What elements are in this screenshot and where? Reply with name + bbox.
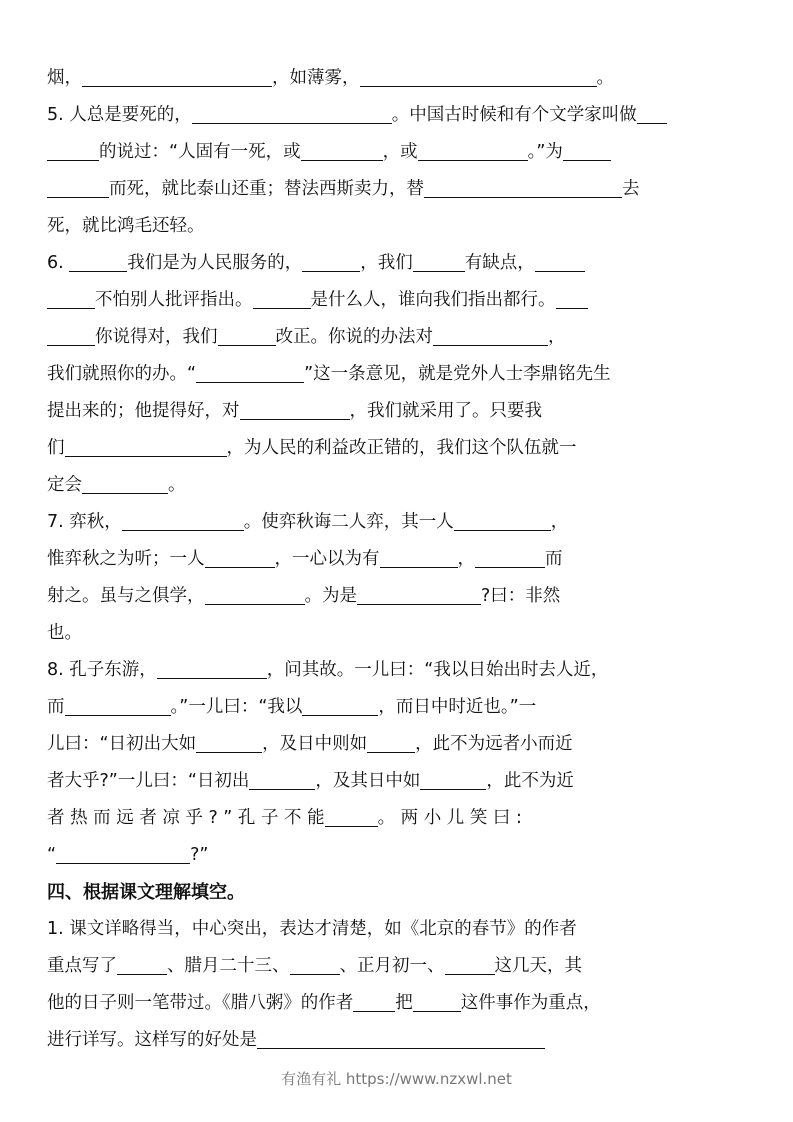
line-text: 。”一儿曰：“我以 [170,697,303,717]
line-text: ，及其日中如 [315,771,421,791]
line-text: 把 [395,993,413,1013]
text-line [47,578,747,615]
fill-in-blank[interactable] [325,804,378,827]
fill-in-blank[interactable] [433,323,548,346]
fill-in-blank[interactable] [47,175,109,198]
text-line [47,726,747,763]
line-text: 是什么人，谁向我们指出都行。 [310,290,556,310]
fill-in-blank[interactable] [454,508,551,531]
line-text: 们 [47,438,65,458]
line-text: ，为人民的利益改正错的，我们这个队伍就一 [226,438,577,458]
line-text: ， [457,549,475,569]
line-text: 。 两 小 儿 笑 曰 : [377,808,522,828]
fill-in-blank[interactable] [302,693,378,716]
fill-in-blank[interactable] [424,175,622,198]
line-text: “ [47,845,57,865]
line-text: 有缺点， [464,253,535,273]
text-line [47,134,747,171]
fill-in-blank[interactable] [117,952,167,975]
line-text: 、腊月二十三、 [167,956,290,976]
line-text: 7. 弈秋， [47,512,122,532]
fill-in-blank[interactable] [420,767,486,790]
line-text: 这几天，其 [494,956,582,976]
line-text: ，或 [382,142,418,162]
fill-in-blank[interactable] [563,138,611,161]
text-line [47,985,747,1022]
line-text: 重点写了 [47,956,117,976]
line-text: 的说过：“人固有一死，或 [99,142,301,162]
text-line [47,393,747,430]
fill-in-blank[interactable] [196,360,304,383]
fill-in-blank[interactable] [192,101,392,124]
worksheet-page [47,60,747,1059]
text-line [47,319,747,356]
fill-in-blank[interactable] [218,323,276,346]
fill-in-blank[interactable] [357,582,481,605]
text-line [47,652,747,689]
line-text: 定会 [47,475,82,495]
fill-in-blank[interactable] [157,656,267,679]
line-text: 。 [168,475,186,495]
line-text: 6. [47,253,70,273]
line-text: ?曰：非然 [481,586,561,606]
fill-in-blank[interactable] [418,138,528,161]
fill-in-blank[interactable] [360,64,597,87]
fill-in-blank[interactable] [65,693,171,716]
fill-in-blank[interactable] [290,952,340,975]
text-line [47,356,747,393]
fill-in-blank[interactable] [413,249,465,272]
line-text: 这件事作为重点， [460,993,601,1013]
line-text: 而 [545,549,563,569]
line-text: 惟弈秋之为听；一人 [47,549,205,569]
line-text: 。使弈秋诲二人弈，其一人 [243,512,454,532]
line-text: ， [550,512,569,532]
text-line [47,541,747,578]
line-text: 。”为 [527,142,563,162]
line-text: ，问其故。一儿曰：“我以日始出时去人近， [266,660,609,680]
fill-in-blank[interactable] [367,730,415,753]
line-text: ，此不为远者小而近 [415,734,573,754]
line-text: ，如薄雾， [272,68,360,88]
text-line [47,948,747,985]
fill-in-blank[interactable] [413,989,461,1012]
line-text: ，一心以为有 [274,549,380,569]
fill-in-blank[interactable] [205,582,305,605]
fill-in-blank[interactable] [82,471,168,494]
fill-in-blank[interactable] [47,138,99,161]
line-text: 我们就照你的办。“ [47,364,197,384]
line-text: 烟， [47,68,82,88]
line-text: ”这一条意见，就是党外人士李鼎铭先生 [304,364,611,384]
text-line [47,97,747,134]
line-text: ， [548,327,566,347]
fill-in-blank[interactable] [445,952,495,975]
fill-in-blank[interactable] [82,64,272,87]
line-text: ，此不为近 [486,771,574,791]
fill-in-blank[interactable] [380,545,458,568]
fill-in-blank[interactable] [69,249,127,272]
fill-in-blank[interactable] [257,1026,545,1049]
text-line [47,763,747,800]
fill-in-blank[interactable] [65,434,227,457]
line-text: 进行详写。这样写的好处是 [47,1030,257,1050]
fill-in-blank[interactable] [240,397,350,420]
line-text: ?” [190,845,209,865]
section-heading [47,874,747,911]
line-text: 他的日子则一笔带过。《腊八粥》的作者 [47,993,354,1013]
line-text: 也。 [47,623,82,643]
fill-in-blank[interactable] [47,286,95,309]
fill-in-blank[interactable] [196,730,262,753]
line-text: 1. 课文详略得当，中心突出，表达才清楚，如《北京的春节》的作者 [47,919,577,939]
fill-in-blank[interactable] [253,286,311,309]
text-line [47,504,747,541]
line-text: 而死，就比泰山还重；替法西斯卖力，替 [109,179,424,199]
text-line [47,282,747,319]
footer-watermark: 有渔有礼 https://www.nzxwl.net [281,1070,512,1088]
line-text: 不怕别人批评指出。 [95,290,253,310]
text-line [47,430,747,467]
fill-in-blank[interactable] [302,249,360,272]
line-text: ，我们就采用了。只要我 [349,401,542,421]
fill-in-blank[interactable] [47,323,95,346]
fill-in-blank[interactable] [56,841,190,864]
text-line [47,1022,747,1059]
text-line [47,689,747,726]
fill-in-blank[interactable] [205,545,275,568]
line-text: 。为是 [304,586,357,606]
line-text: ，我们 [360,253,413,273]
fill-in-blank[interactable] [535,249,585,272]
line-text: 死，就比鸿毛还轻。 [47,216,205,236]
line-text: 射之。虽与之俱学， [47,586,205,606]
text-line [47,800,747,837]
line-text: 而 [47,697,65,717]
line-text: ，及日中则如 [262,734,368,754]
line-text: 四、根据课文理解填空。 [47,882,245,903]
line-text: 儿曰：“日初出大如 [47,734,197,754]
text-line [47,60,747,97]
line-text: 我们是为人民服务的， [127,253,303,273]
fill-in-blank[interactable] [353,989,395,1012]
text-line [47,245,747,282]
line-text: 8. 孔子东游， [47,660,157,680]
fill-in-blank[interactable] [122,508,244,531]
text-line [47,171,747,208]
text-line [47,837,747,874]
line-text: 去 [622,179,640,199]
line-text: 你说得对，我们 [95,327,218,347]
line-text: 。中国古时候和有个文学家叫做 [391,105,637,125]
line-text: 改正。你说的办法对 [275,327,433,347]
fill-in-blank[interactable] [475,545,545,568]
line-text: 提出来的；他提得好，对 [47,401,240,421]
line-text: 、正月初一、 [339,956,445,976]
fill-in-blank[interactable] [556,286,588,309]
line-text: 者大乎?”一儿曰：“日初出 [47,771,250,791]
text-line [47,911,747,948]
text-line [47,615,747,652]
text-line [47,467,747,504]
line-text: 。 [596,68,614,88]
line-text: 5. 人总是要死的， [47,105,192,125]
line-text: ，而日中时近也。”一 [378,697,537,717]
line-text: 者 热 而 远 者 凉 乎 ? ” 孔 子 不 能 [47,808,325,828]
fill-in-blank[interactable] [637,101,667,124]
text-line [47,208,747,245]
fill-in-blank[interactable] [301,138,383,161]
fill-in-blank[interactable] [249,767,315,790]
